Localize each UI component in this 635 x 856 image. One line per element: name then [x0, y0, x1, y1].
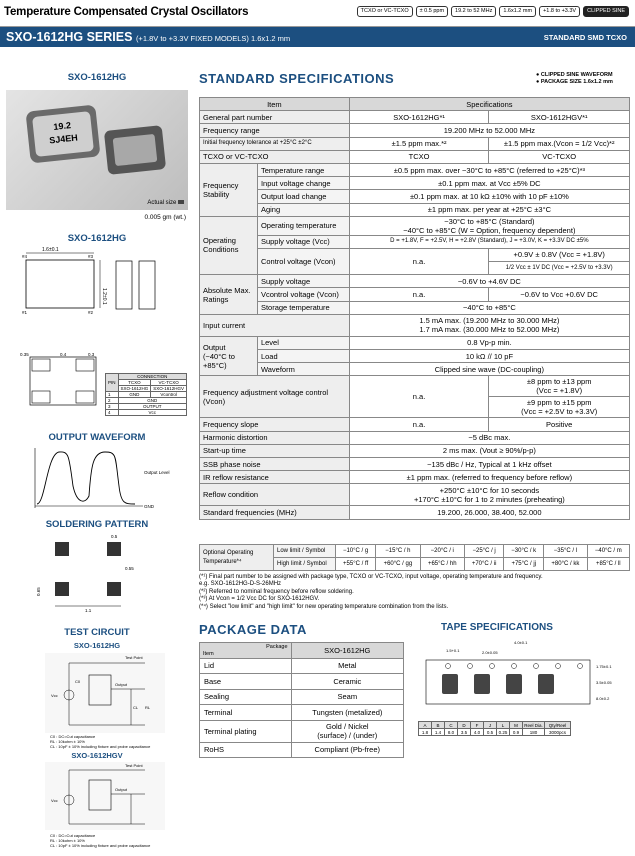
svg-text:#2: #2: [88, 310, 94, 315]
test-circuit-heading: TEST CIRCUIT: [64, 627, 130, 638]
svg-text:Test Point: Test Point: [125, 655, 143, 660]
chip-bottom: [104, 125, 166, 175]
svg-text:0.5: 0.5: [111, 534, 118, 539]
waveform-plot: [25, 446, 170, 512]
test-circuit-sub1: SXO-1612HG: [73, 641, 121, 650]
svg-text:1.5+0.1: 1.5+0.1: [446, 648, 460, 653]
top-bar: [0, 0, 635, 27]
product-photo: [6, 90, 188, 210]
svg-text:C0: C0: [75, 679, 81, 684]
badge-frequency: 19.2 to 52 MHz: [451, 6, 496, 17]
page-title: Temperature Compensated Crystal Oscillators: [4, 6, 249, 18]
svg-text:Test Point: Test Point: [125, 763, 143, 768]
series-title: SXO-1612HG SERIES (+1.8V to +3.3V FIXED MODELS) 1.6x1.2 mm: [6, 30, 291, 44]
package-heading: PACKAGE DATA: [199, 622, 307, 637]
svg-text:0.35: 0.35: [20, 352, 29, 357]
dimension-heading: SXO-1612HG: [67, 233, 127, 244]
series-bar: [0, 27, 635, 47]
svg-text:#4: #4: [22, 254, 28, 259]
tape-heading: TAPE SPECIFICATIONS: [441, 622, 553, 633]
spec-notes: (*¹) Final part number to be assigned with package type, TCXO or VC-TCXO, input voltage, operating temperature and frequency. e.g. SXO-1612HG-D-S-26MHz (*²) Referred to nominal frequency before reflow soldering. (*³) At Vcon = 1/2 Vcc DC for SXO-1612HGV. (*⁴) Select "low limit" and "high limit" for new operating temperature combination from the lists.: [199, 574, 543, 610]
chip-marking: 19.2 SJ4EH: [32, 111, 94, 157]
svg-text:4.0±0.1: 4.0±0.1: [514, 640, 528, 645]
soldering-pattern: [35, 534, 155, 614]
optional-temp-table: Optional Operating Temperature*⁴ Low limit / Symbol −10°C / g −15°C / h −20°C / i −25°C / j −30°C / k −35°C / l −40°C / m High limit / Symbol +55°C / ff +60°C / gg +65°C / hh +70°C / ii +75°C / jj +80°C / kk +85°C / ll: [199, 544, 630, 571]
badge-tolerance: ± 0.5 ppm: [416, 6, 448, 17]
svg-text:1.75±0.1: 1.75±0.1: [596, 664, 612, 669]
test-note-1: C0 : DC=Cut capacitance RL : 10kohm ± 10% CL : 10pF ± 10% including fixture and probe capacitance: [50, 734, 151, 749]
svg-text:RL: RL: [145, 705, 151, 710]
waveform-output-label: Output Level: [144, 470, 170, 475]
waveform-gnd-label: GND: [144, 504, 154, 509]
series-right: STANDARD SMD TCXO: [543, 33, 627, 42]
test-circuit-sub2: SXO-1612HGV: [71, 751, 123, 760]
svg-text:Vcc: Vcc: [51, 693, 58, 698]
dim-width: 1.2±0.1: [101, 288, 107, 305]
soldering-heading: SOLDERING PATTERN: [45, 519, 149, 530]
badge-waveform: CLIPPED SINE: [583, 6, 629, 17]
svg-text:Vcc: Vcc: [51, 798, 58, 803]
test-circuit-2: [45, 762, 165, 832]
svg-text:1.1: 1.1: [85, 608, 92, 613]
svg-text:3.5±0.05: 3.5±0.05: [596, 680, 612, 685]
spec-table: Item Specifications General part number SXO-1612HG*¹ SXO-1612HGV*¹ Frequency range 19.200 MHz to 52.000 MHz Initial frequency tolerance at +25°C ±2°C ±1.5 ppm max.*² ±1.5 ppm max.(Vcon = 1/2 Vcc)*² TCXO or VC-TCXO TCXO VC-TCXO Frequency Stability Temperature range ±0.5 ppm max. over −30°C to +85°C (referred to +25°C)*³ Input voltage change ±0.1 ppm max. at Vcc ±5% DC Output load change ±0.1 ppm max. at 10 kΩ ±10% with 10 pF ±10% Aging ±1 ppm max. per year at +25°C ±3°C Operating Conditions Operating temperature −30°C to +85°C (Standard) −40°C to +85°C (W = Option, frequency dependent) Supply voltage (Vcc) D = +1.8V, F = +2.5V, H = +2.8V (Standard), J = +3.0V, K = +3.3V DC ±5% Control voltage (Vcon) n.a. +0.9V ± 0.8V (Vcc = +1.8V) 1/2 Vcc ± 1V DC (Vcc = +2.5V to +3.3V) Absolute Max. Ratings Supply voltage −0.6V to +4.6V DC Vcontrol voltage (Vcon) n.a. −0.6V to Vcc +0.6V DC Storage temperature −40°C to +85°C Input current 1.5 mA max. (19.200 MHz to 30.000 MHz) 1.7 mA max. (30.000 MHz to 52.000 MHz) Output (−40°C to +85°C) Level 0.8 Vp-p min. Load 10 kΩ // 10 pF Waveform Clipped sine wave (DC-coupling) Frequency adjustment voltage control (Vcon) n.a. ±8 ppm to ±13 ppm (Vcc = +1.8V) ±9 ppm to ±15 ppm (Vcc = +2.5V to +3.3V) Frequency slope n.a. Positive Harmonic distortion −5 dBc max. Start-up time 2 ms max. (Vout ≥ 90%/p-p) SSB phase noise −135 dBc / Hz, Typical at 1 kHz offset IR reflow resistance ±1 ppm max. (referred to frequency before reflow) Reflow condition +250°C ±10°C for 10 seconds +170°C ±10°C for 1 to 2 minutes (preheating) Standard frequencies (MHz) 19.200, 26.000, 38.400, 52.000: [199, 97, 630, 520]
spec-heading: STANDARD SPECIFICATIONS: [199, 71, 395, 86]
svg-text:2.0±0.05: 2.0±0.05: [482, 650, 498, 655]
package-table: Item Package SXO-1612HG Lid Metal Base Ceramic Sealing Seam Terminal Tungsten (metalized) Terminal plating Gold / Nickel (surface) / (under) RoHS Compliant (Pb-free): [199, 642, 404, 758]
svg-text:0.55: 0.55: [125, 566, 134, 571]
feature-badges: [357, 6, 629, 17]
weight: 0.005 gm (wt.): [144, 214, 186, 221]
svg-text:0.3: 0.3: [88, 352, 95, 357]
svg-text:CL: CL: [133, 705, 139, 710]
test-note-2: C0 : DC=Cut capacitance RL : 10kohm ± 10% CL : 10pF ± 10% including fixture and probe capacitance: [50, 833, 151, 848]
tape-table: A B C D F J L M Reel Dia. Qty/Reel 1.8 1.4 8.0 3.5 4.0 0.5 0.25 0.9 180 3000pcs: [418, 721, 571, 736]
chip-top: [25, 104, 100, 163]
test-circuit-1: [45, 653, 165, 735]
svg-text:#3: #3: [88, 254, 94, 259]
product-heading: SXO-1612HG: [67, 72, 127, 83]
svg-text:#1: #1: [22, 310, 28, 315]
actual-size-label: Actual size: [147, 200, 184, 206]
svg-text:Output: Output: [115, 682, 128, 687]
spec-legend: ● CLIPPED SINE WAVEFORM ● PACKAGE SIZE 1.6x1.2 mm: [536, 72, 613, 85]
dim-length: 1.6±0.1: [42, 247, 59, 253]
series-subtitle: (+1.8V to +3.3V FIXED MODELS) 1.6x1.2 mm: [135, 34, 291, 43]
svg-text:0.65: 0.65: [36, 587, 41, 596]
connection-table: PIN CONNECTION TCXO VC-TCXO SXO-1612HG SXO-1612HGV 1 GND Vcontrol 2 GND 3 OUTPUT 4 Vcc: [105, 373, 187, 416]
svg-text:Output: Output: [115, 787, 128, 792]
badge-type: TCXO or VC-TCXO: [357, 6, 413, 17]
waveform-heading: OUTPUT WAVEFORM: [48, 432, 146, 443]
badge-voltage: +1.8 to +3.3V: [539, 6, 580, 17]
svg-text:0.4: 0.4: [60, 352, 67, 357]
svg-text:8.0±0.2: 8.0±0.2: [596, 696, 610, 701]
tape-drawing: [418, 638, 630, 718]
badge-size: 1.6x1.2 mm: [499, 6, 536, 17]
